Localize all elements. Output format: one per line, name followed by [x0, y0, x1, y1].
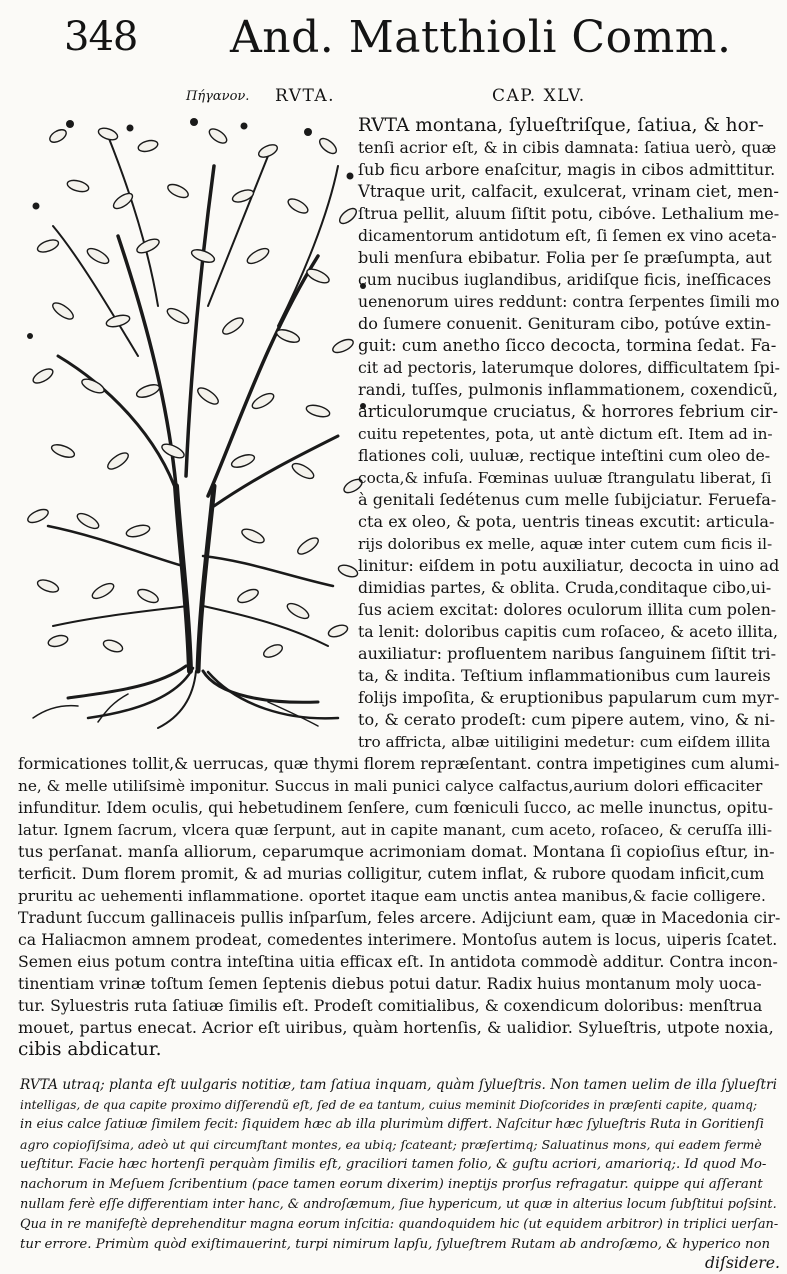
page-number: 348: [64, 14, 138, 60]
chapter-greek-title: Πήγανον.: [186, 89, 250, 104]
text-line: à genitali ſedétenus cum melle ſubijciatur. Feruefa-: [358, 490, 777, 509]
commentary-line: RVTA utraq; planta eſt uulgaris notitiæ, tam ſatiua inquam, quàm ſylueſtris. Non tamen uelim de illa ſylueſtri: [20, 1077, 777, 1093]
text-line: ſus aciem excitat: dolores oculorum illita cum polen-: [358, 600, 777, 619]
rue-plant-woodcut-illustration: [18, 106, 370, 736]
text-line: ta, & indita. Teſtium inflammationibus cum laureis: [358, 666, 771, 685]
text-line: dimidias partes, & oblita. Cruda,conditaque cibo,ui-: [358, 578, 772, 597]
text-line: pruritu ac uehementi inflammatione. oportet itaque eam unctis antea manibus,& facie colligere.: [18, 887, 766, 905]
text-line: Semen eius potum contra inteſtina uitia efficax eſt. In antidota commodè additur. Contra incon-: [18, 952, 778, 971]
text-line: rijs doloribus ex melle, aquæ inter cutem cum ficis il-: [358, 535, 773, 553]
text-line: cocta,& infuſa. Fœminas uuluæ ſtrangulatu liberat, ſi: [358, 469, 772, 487]
text-line: ſub ficu arbore enaſcitur, magis in cibos admittitur.: [358, 160, 776, 179]
commentary-line: intelligas, de qua capite proximo diſſerendũ eſt, ſed de ea tantum, cuius meminit Dioſcorides in præſenti capite, quamq;: [20, 1098, 758, 1112]
commentary-line: nullam ferè eſſe differentiam inter hanc, & androſæmum, ſiue hypericum, ut quæ in alterius locum ſubſtitui poſsint.: [20, 1197, 777, 1212]
chapter-number: CAP. XLV.: [492, 86, 586, 106]
text-line: flationes coli, uuluæ, rectique inteſtini cum oleo de-: [358, 446, 771, 465]
text-line: RVTA montana, ſylueſtriſque, ſatiua, & hor-: [358, 115, 764, 136]
text-line: ſtrua pellit, aluum ſiſtit potu, cibóve. Lethalium me-: [358, 204, 780, 223]
running-title: And. Matthioli Comm.: [230, 12, 732, 63]
commentary-line: tur errore. Primùm quòd exiſtimauerint, turpi nimirum lapſu, ſylueſtrem Rutam ab androſæmo, & hyperico non: [20, 1237, 771, 1252]
text-line: guit: cum anetho ſicco decocta, tormina ſedat. Fa-: [358, 336, 777, 355]
text-line: cta ex oleo, & pota, uentris tineas excutit: articula-: [358, 512, 775, 531]
text-line: to, & cerato prodeſt: cum pipere autem, vino, & ni-: [358, 710, 776, 729]
text-line: ne, & melle utiliſsimè imponitur. Succus in mali punici calyce calfactus,aurium dolori efficaciter: [18, 777, 763, 795]
commentary-line: in eius calce ſatiuæ ſimilem fecit: ſiquidem hæc ab illa plurimùm differt. Naſcitur hæc ſylueſtris Ruta in Goritienſi: [20, 1117, 764, 1132]
text-line: infunditur. Idem oculis, qui hebetudinem ſenſere, cum fœniculi ſucco, ac melle inunctus, opitu-: [18, 798, 774, 817]
text-line: cit ad pectoris, laterumque dolores, difficultatem ſpi-: [358, 358, 780, 377]
text-line: cibis abdicatur.: [18, 1039, 162, 1060]
commentary-line: nachorum in Meſuem ſcribentium (pace tamen eorum dixerim) ineptijs prorſus refragatur. quippe qui aſſerant: [20, 1177, 763, 1192]
text-line: auxiliatur: profluentem naribus ſanguinem ſiſtit tri-: [358, 644, 777, 663]
text-line: cum nucibus iuglandibus, aridiſque ficis, ineſficaces: [358, 270, 772, 289]
text-line: ca Haliacmon amnem prodeat, comedentes interimere. Montoſus autem is locus, uiperis ſcatet.: [18, 930, 778, 949]
text-line: linitur: eiſdem in potu auxiliatur, decocta in uino ad: [358, 556, 780, 575]
text-line: ta lenit: doloribus capitis cum roſaceo, & aceto illita,: [358, 622, 779, 641]
text-line: do ſumere conuenit. Genituram cibo, potúve extin-: [358, 314, 772, 333]
text-line: terficit. Dum florem promit, & ad murias colligitur, cutem inflat, & rubore quodam inficit,cum: [18, 864, 765, 883]
text-line: dicamentorum antidotum eſt, ſi ſemen ex vino aceta-: [358, 226, 777, 245]
text-line: cuitu repetentes, pota, ut antè dictum eſt. Item ad in-: [358, 425, 773, 443]
text-line: folijs impoſita, & eruptionibus papularum cum myr-: [358, 688, 780, 707]
text-line: formicationes tollit,& uerrucas, quæ thymi florem repræſentant. contra impetigines cum alumi-: [18, 754, 780, 773]
text-line: articulorumque cruciatus, & horrores febrium cir-: [358, 402, 779, 421]
text-line: tus perſanat. manſa alliorum, ceparumque acrimoniam domat. Montana ſi copioſius eſtur, in-: [18, 842, 775, 861]
text-line: tinentiam vrinæ toſtum ſemen ſeptenis diebus potui datur. Radix huius montanum moly uoca-: [18, 974, 762, 993]
commentary-line: diſsidere.: [705, 1253, 781, 1272]
text-line: randi, tuſſes, pulmonis inflammationem, coxendicũ,: [358, 380, 779, 399]
text-line: tenſi acrior eſt, & in cibis damnata: ſatiua uerò, quæ: [358, 138, 777, 157]
text-line: tro affricta, albæ uitiligini medetur: cum eiſdem illita: [358, 733, 771, 751]
chapter-latin-title: RVTA.: [275, 86, 336, 106]
text-line: tur. Syluestris ruta ſatiuæ ſimilis eſt. Prodeſt comitialibus, & coxendicum doloribus: menſtrua: [18, 996, 763, 1015]
commentary-line: agro copioſiſsima, adeò ut qui circumſtant montes, ea ubiq; ſcateant; præſertimq; Saluatinus mons, qui eadem fermè: [20, 1137, 762, 1152]
text-line: uenenorum uires reddunt: contra ſerpentes ſimili mo: [358, 292, 780, 311]
text-line: mouet, partus enecat. Acrior eſt uiribus, quàm hortenſis, & ualidior. Sylueſtris, utpote noxia,: [18, 1018, 774, 1037]
commentary-line: ueſtitur. Facie hæc hortenſi perquàm ſimilis eſt, graciliori tamen folio, & guſtu acriori, amarioriq;. Id quod Mo-: [20, 1157, 767, 1172]
text-line: latur. Ignem ſacrum, vlcera quæ ſerpunt, aut in capite manant, cum aceto, roſaceo, & ceruſſa illi-: [18, 821, 773, 839]
text-line: Vtraque urit, calfacit, exulcerat, vrinam ciet, men-: [358, 182, 779, 201]
text-line: Tradunt ſuccum gallinaceis pullis inſparſum, feles arcere. Adijciunt eam, quæ in Macedonia cir-: [18, 908, 781, 927]
text-line: buli menſura ebibatur. Folia per ſe præſumpta, aut: [358, 248, 772, 267]
commentary-line: Qua in re manifeſtè deprehenditur magna eorum inſcitia: quandoquidem hic (ut equidem arbitror) in triplici uerſan-: [20, 1217, 779, 1232]
